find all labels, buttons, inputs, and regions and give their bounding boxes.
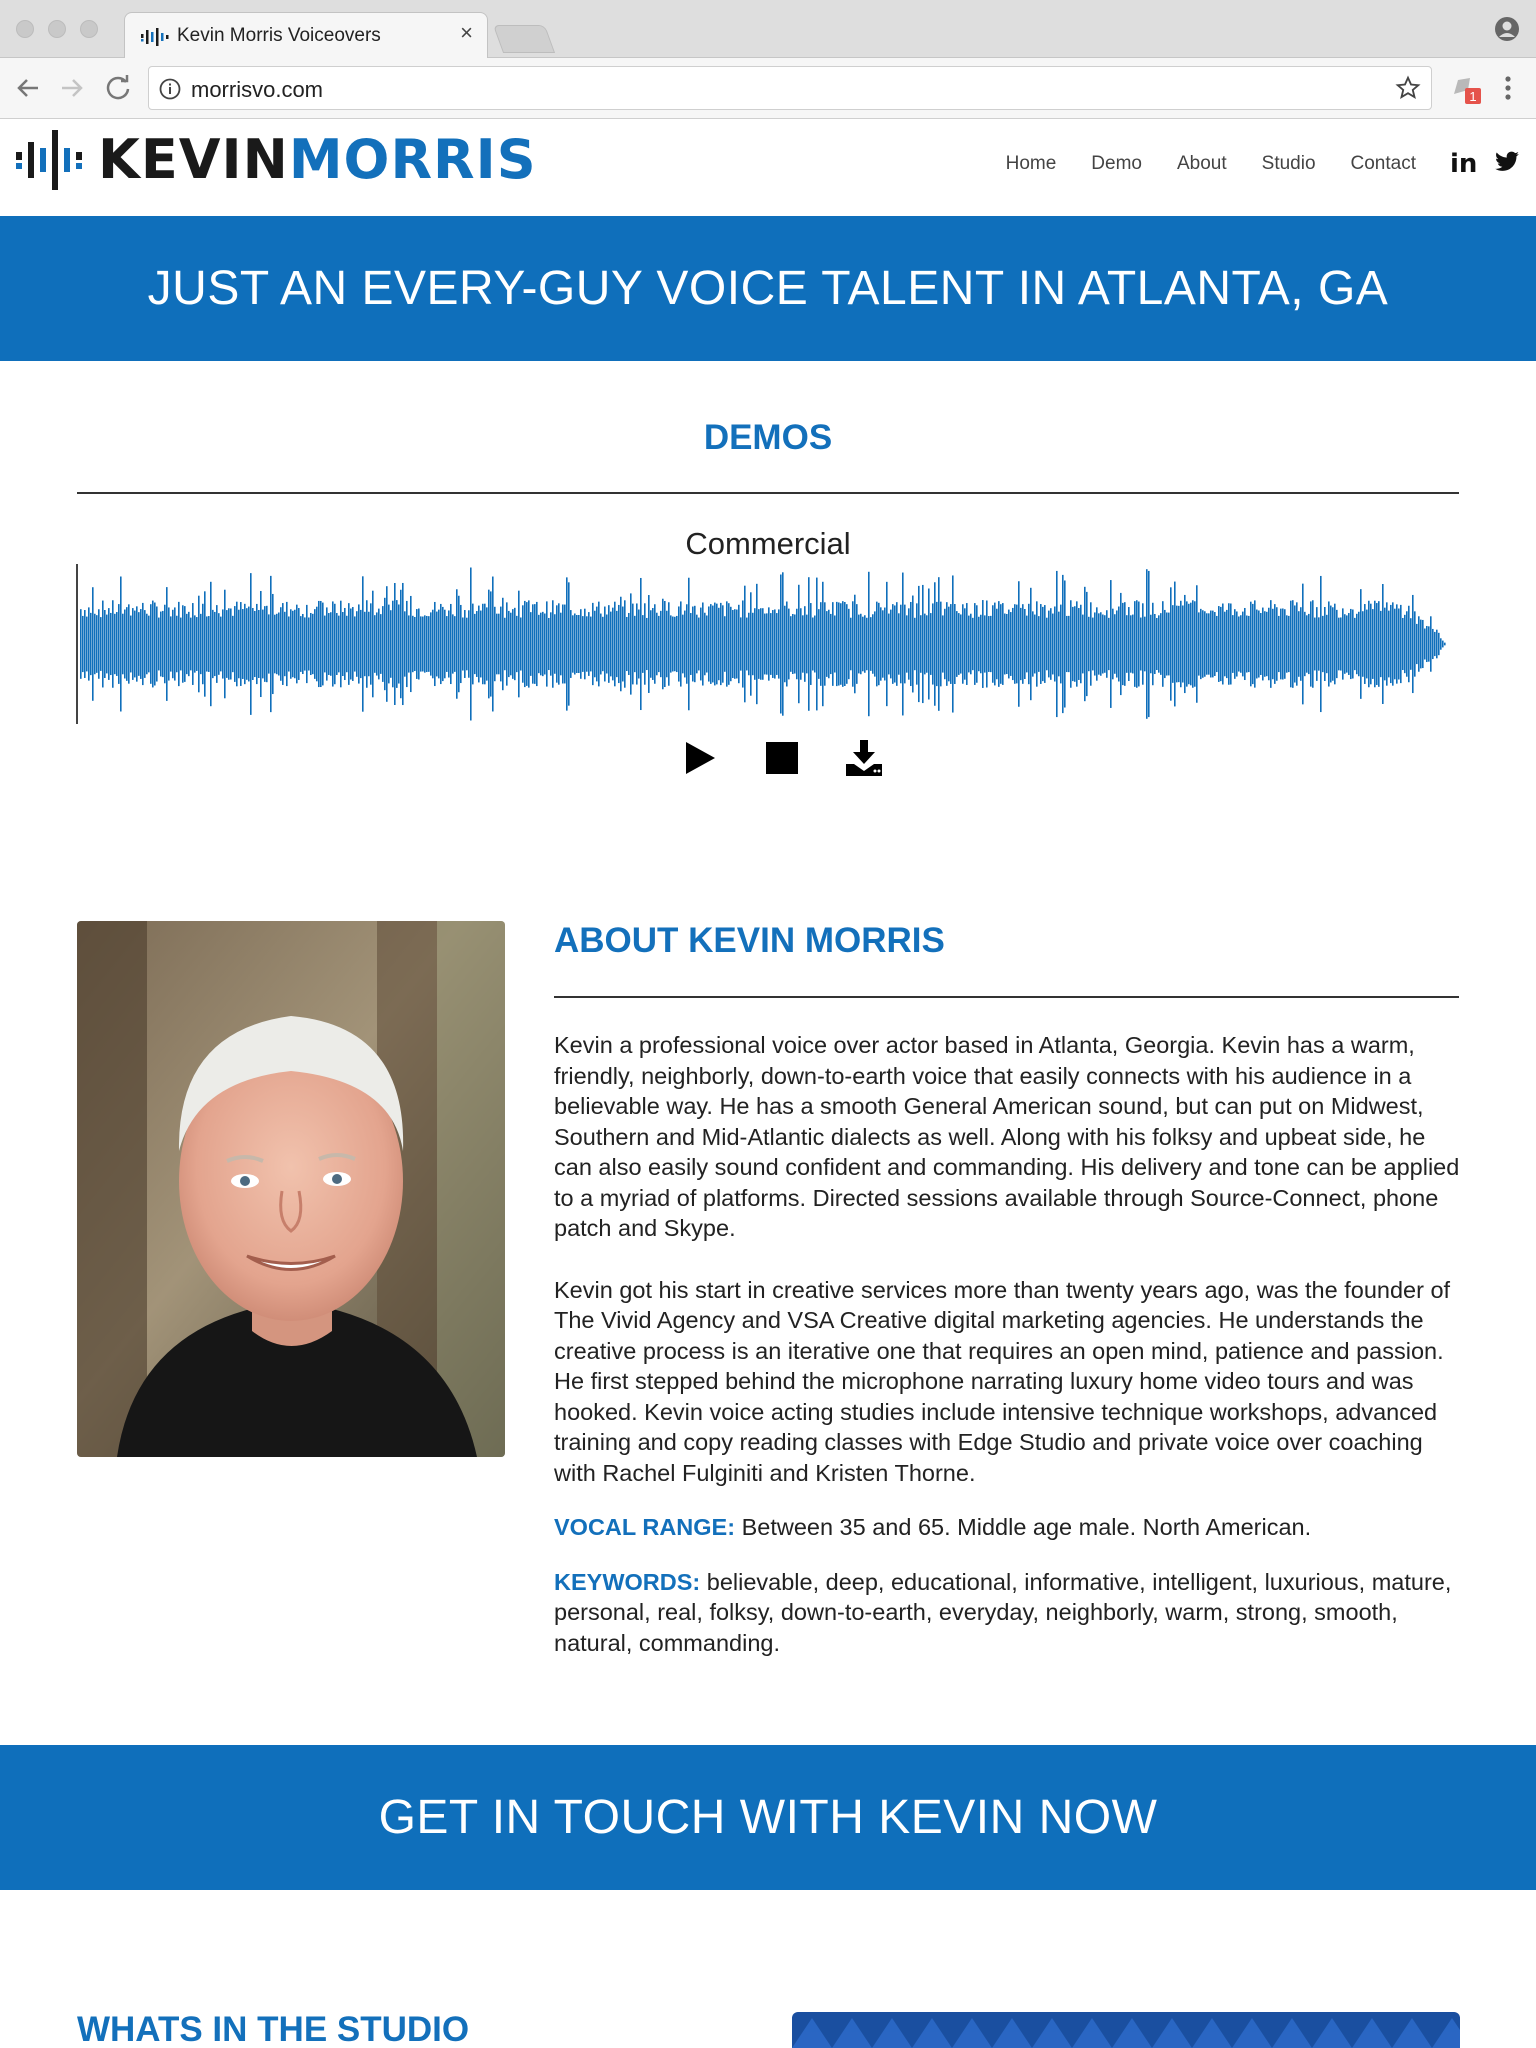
nav-home[interactable]: Home (1005, 153, 1057, 174)
tab-title: Kevin Morris Voiceovers (177, 25, 381, 46)
logo-waveform-icon (16, 128, 92, 192)
site-favicon-icon (141, 28, 169, 46)
about-paragraph-2: Kevin got his start in creative services more than twenty years ago, was the founder of The Vivid Agency and VSA Creative digital marketing agencies. He understands the creative process is an iterative one that requires an open mind, patience and passion. He first stepped behind the microphone narrating luxury home video tours and was hooked. Kevin voice acting studies include intensive technique workshops, advanced training and copy reading classes with Edge Studio and private voice over coaching with Rachel Fulginiti and Kristen Thorne. (554, 1276, 1451, 1486)
site-logo[interactable] (16, 125, 537, 195)
nav-contact[interactable]: Contact (1350, 153, 1416, 174)
browser-toolbar (0, 58, 1536, 119)
play-icon[interactable] (682, 740, 718, 776)
profile-icon[interactable] (1494, 16, 1520, 42)
info-icon[interactable] (159, 78, 181, 100)
main-nav (1006, 153, 1416, 175)
waveform-bars (80, 568, 1446, 721)
demo-track-name: Commercial (685, 526, 851, 561)
kevin-portrait-photo (77, 921, 505, 1457)
nav-studio[interactable]: Studio (1261, 153, 1316, 174)
nav-demo[interactable]: Demo (1091, 153, 1142, 174)
studio-heading: WHATS IN THE STUDIO (77, 2010, 470, 2048)
bookmark-star-icon[interactable] (1395, 75, 1421, 101)
tab-close-icon[interactable]: × (460, 20, 473, 45)
address-bar[interactable] (148, 66, 1432, 110)
keywords (554, 1567, 1460, 1659)
window-close-button[interactable] (16, 20, 34, 38)
demos-divider (77, 492, 1459, 494)
hero-title: JUST AN EVERY-GUY VOICE TALENT IN ATLANTA, GA (147, 262, 1389, 315)
keywords-text: believable, deep, educational, informative, intelligent, luxurious, mature, personal, real, folksy, down-to-earth, everyday, neighborly, warm, strong, smooth, natural, commanding. (554, 1568, 1452, 1656)
vocal-range-text: Between 35 and 65. Middle age male. North American. (735, 1514, 1312, 1540)
contact-cta-banner[interactable] (0, 1745, 1536, 1890)
window-minimize-button[interactable] (48, 20, 66, 38)
browser-tab[interactable] (124, 12, 488, 59)
window-zoom-button[interactable] (80, 20, 98, 38)
forward-arrow-icon[interactable] (56, 72, 88, 104)
stop-icon[interactable] (764, 740, 800, 776)
linkedin-icon[interactable]: in (1450, 149, 1478, 179)
download-icon[interactable] (846, 740, 882, 776)
twitter-icon[interactable] (1494, 151, 1520, 175)
browser-tab-bar (0, 0, 1536, 58)
demos-heading: DEMOS (703, 418, 833, 457)
browser-menu-icon[interactable] (1498, 72, 1518, 104)
hero-banner (0, 216, 1536, 361)
about-divider (554, 996, 1459, 998)
extension-badge: 1 (1469, 89, 1477, 104)
new-tab-button[interactable] (493, 25, 555, 53)
address-url: morrisvo.com (191, 77, 324, 102)
cta-title: GET IN TOUCH WITH KEVIN NOW (378, 1791, 1158, 1844)
vocal-range-label: VOCAL RANGE: (554, 1514, 736, 1540)
about-heading: ABOUT KEVIN MORRIS (554, 921, 945, 960)
logo-last-name: MORRIS (288, 128, 537, 191)
site-header (0, 119, 1536, 216)
audio-waveform[interactable] (76, 564, 1452, 724)
about-text (554, 1030, 1460, 1689)
extension-icon[interactable] (1448, 72, 1484, 106)
vocal-range (554, 1512, 1460, 1543)
studio-photo (792, 2012, 1460, 2048)
social-links (1436, 149, 1536, 181)
about-paragraph-1: Kevin a professional voice over actor based in Atlanta, Georgia. Kevin has a warm, friendly, neighborly, down-to-earth voice that easily connects with his audience in a believable way. He has a smooth General American sound, but can put on Midwest, Southern and Mid-Atlantic dialects as well. Along with his folksy and upbeat side, he can also easily sound confident and commanding. His delivery and tone can be applied to a myriad of platforms. Directed sessions available through Source-Connect, phone patch and Skype. (554, 1032, 1460, 1241)
nav-about[interactable]: About (1176, 153, 1227, 174)
back-arrow-icon[interactable] (12, 72, 44, 104)
logo-first-name: KEVIN (98, 128, 289, 191)
reload-icon[interactable] (102, 72, 134, 104)
keywords-label: KEYWORDS: (554, 1568, 701, 1595)
